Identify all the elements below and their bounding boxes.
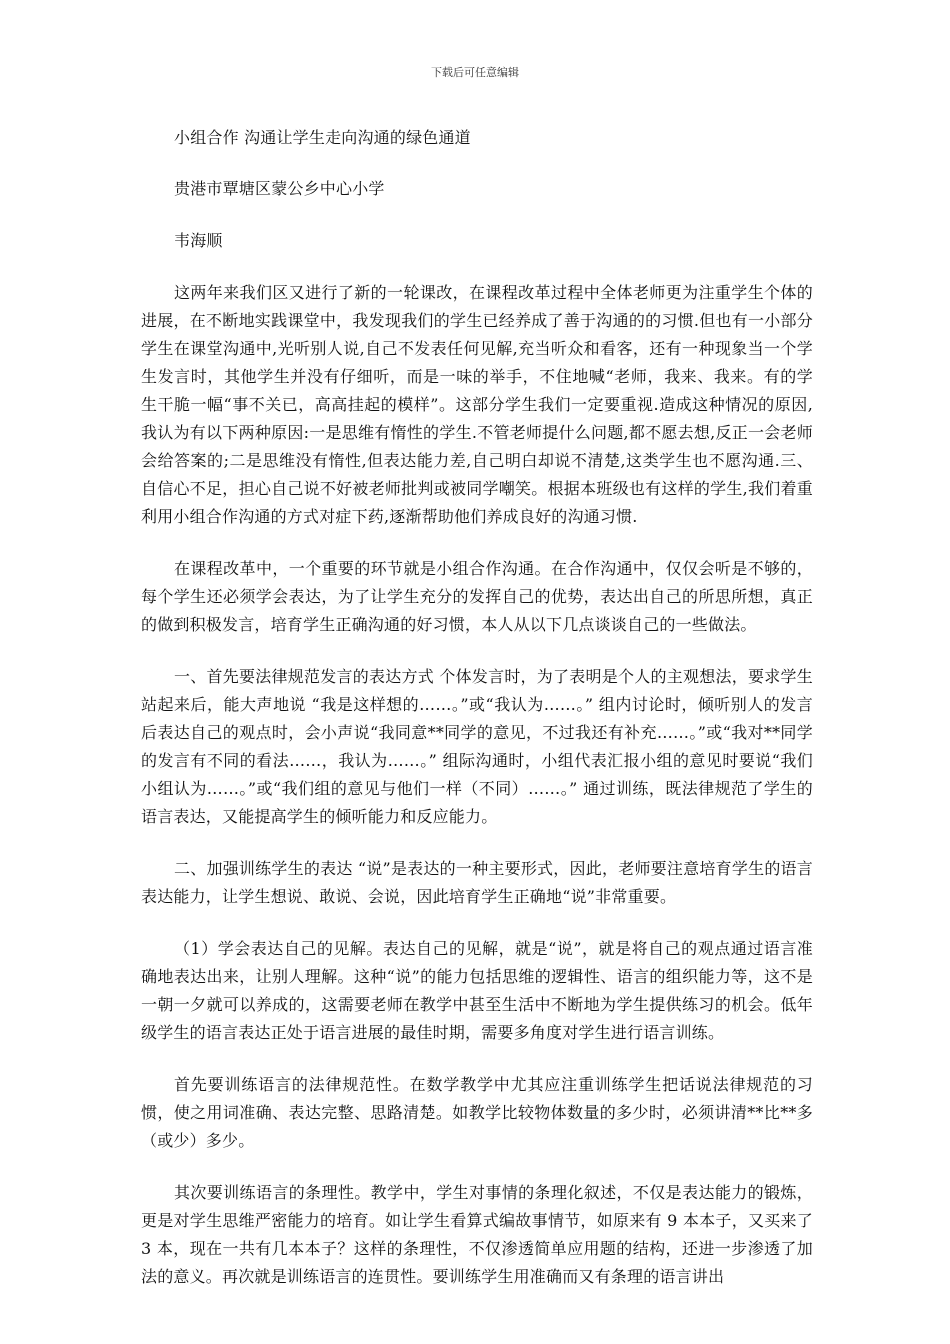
header-note: 下载后可任意编辑 <box>431 66 519 79</box>
paragraph-2: 在课程改革中，一个重要的环节就是小组合作沟通。在合作沟通中，仅仅会听是不够的，每个学生还必须学会表达，为了让学生充分的发挥自己的优势，表达出自己的所思所想，真正的做到积极发言，培育学生正确沟通的好习惯，本人从以下几点谈谈自己的一些做法。 <box>141 559 813 634</box>
paragraph-1: 这两年来我们区又进行了新的一轮课改，在课程改革过程中全体老师更为注重学生个体的进展，在不断地实践课堂中，我发现我们的学生已经养成了善于沟通的的习惯.但也有一小部分学生在课堂沟通中,光听别人说,自己不发表任何见解,充当听众和看客，还有一种现象当一个学生发言时，其他学生并没有仔细听，而是一味的举手，不住地喊“老师，我来、我来。有的学生干脆一幅“事不关已，高高挂起的模样”。这部分学生我们一定要重视.造成这种情况的原因,我认为有以下两种原因:一是思维有惰性的学生.不管老师提什么问题,都不愿去想,反正一会老师会给答案的;二是思维没有惰性,但表达能力差,自己明白却说不清楚,这类学生也不愿沟通.三、自信心不足，担心自己说不好被老师批判或被同学嘲笑。根据本班级也有这样的学生,我们着重利用小组合作沟通的方式对症下药,逐渐帮助他们养成良好的沟通习惯. <box>141 283 813 526</box>
document-title: 小组合作 沟通让学生走向沟通的绿色通道 <box>174 128 471 147</box>
author-name: 韦海顺 <box>174 231 223 250</box>
paragraph-3: 一、首先要法律规范发言的表达方式 个体发言时，为了表明是个人的主观想法，要求学生站起来后，能大声地说 “我是这样想的……。”或“我认为……。” 组内讨论时，倾听别人的发言后表达自己的观点时，会小声说“我同意**同学的意见，不过我还有补充……。”或“我对**同学的发言有不同的看法……，我认为……。” 组际沟通时，小组代表汇报小组的意见时要说“我们小组认为……。”或“我们组的意见与他们一样（不同）……。” 通过训练，既法律规范了学生的语言表达，又能提高学生的倾听能力和反应能力。 <box>141 667 813 826</box>
paragraph-5: （1）学会表达自己的见解。表达自己的见解，就是“说”，就是将自己的观点通过语言准确地表达出来，让别人理解。这种“说”的能力包括思维的逻辑性、语言的组织能力等，这不是一朝一夕就可以养成的，这需要老师在教学中甚至生活中不断地为学生提供练习的机会。低年级学生的语言表达正处于语言进展的最佳时期，需要多角度对学生进行语言训练。 <box>141 939 813 1042</box>
paragraph-4: 二、加强训练学生的表达 “说”是表达的一种主要形式，因此，老师要注意培育学生的语言表达能力，让学生想说、敢说、会说，因此培育学生正确地“说”非常重要。 <box>141 859 813 906</box>
school-name: 贵港市覃塘区蒙公乡中心小学 <box>174 179 385 198</box>
document-body <box>141 124 813 1291</box>
paragraph-6: 首先要训练语言的法律规范性。在数学教学中尤其应注重训练学生把话说法律规范的习惯，使之用词准确、表达完整、思路清楚。如教学比较物体数量的多少时，必须讲清**比**多（或少）多少。 <box>141 1075 813 1150</box>
paragraph-7: 其次要训练语言的条理性。教学中，学生对事情的条理化叙述，不仅是表达能力的锻炼，更是对学生思维严密能力的培育。如让学生看算式编故事情节，如原来有 9 本本子，又买来了 3 本，现在一共有几本本子？这样的条理性，不仅渗透简单应用题的结构，还进一步渗透了加法的意义。再次就是训练语言的连贯性。要训练学生用准确而又有条理的语言讲出 <box>141 1183 813 1286</box>
